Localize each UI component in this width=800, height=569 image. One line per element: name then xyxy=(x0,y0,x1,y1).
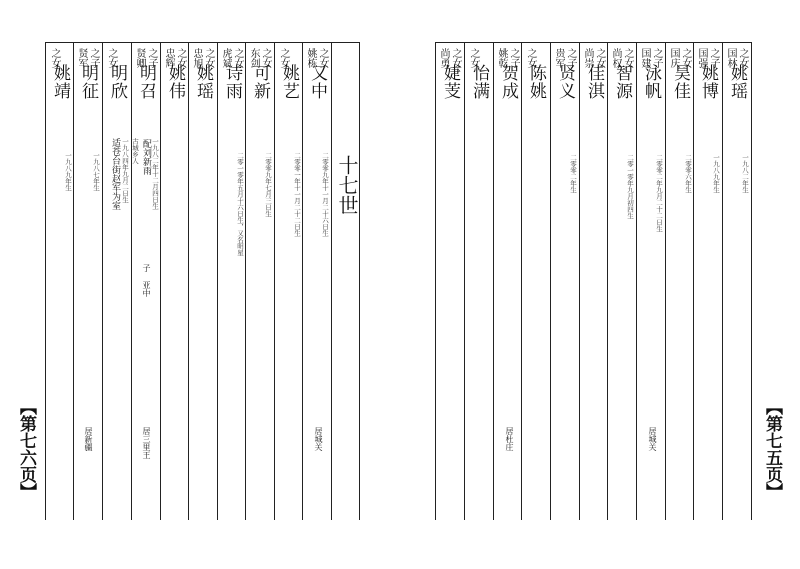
relation-prefix: 之女 xyxy=(680,48,691,68)
relation-prefix: 之女 xyxy=(317,48,328,68)
person-name: 可新 xyxy=(250,64,270,100)
column-divider xyxy=(359,42,360,520)
column-divider xyxy=(274,42,275,520)
parent-name: 东剑 xyxy=(248,48,259,68)
person-name: 姚艺 xyxy=(279,64,299,100)
birth-date: 一九八二年生 xyxy=(741,154,749,193)
relation-prefix: 之女 xyxy=(525,48,536,68)
page-number: 【第七六页】 xyxy=(16,398,36,500)
person-name: 明征 xyxy=(78,64,98,100)
relation-prefix: 之子 xyxy=(565,48,576,68)
birth-date: 二零零二年生 xyxy=(569,154,577,193)
parent-name: 国庆 xyxy=(668,48,679,68)
column-divider xyxy=(665,42,666,520)
parent-name: 尚勇 xyxy=(438,48,449,68)
relation-prefix: 之女 xyxy=(737,48,748,68)
column-divider xyxy=(435,42,436,520)
column-divider xyxy=(188,42,189,520)
birth-date: 二零零九年七月三日生 xyxy=(264,152,272,217)
person-name: 姚伟 xyxy=(165,64,185,100)
parent-name: 贤卿 xyxy=(134,48,145,68)
column-divider xyxy=(160,42,161,520)
column-divider xyxy=(550,42,551,520)
person-name: 婕芰 xyxy=(440,64,460,100)
relation-prefix: 之女 xyxy=(278,48,289,68)
parent-name: 贤军 xyxy=(76,48,87,68)
parent-name: 姚栋 xyxy=(305,48,316,68)
birth-date: 一九八四年九月二日生 xyxy=(121,138,129,203)
parent-name: 忠旭 xyxy=(191,48,202,68)
top-rule xyxy=(45,42,359,43)
parent-name: 虎斌 xyxy=(220,48,231,68)
right-page xyxy=(400,0,800,569)
parent-name: 忠辉 xyxy=(163,48,174,68)
relation-prefix: 之女 xyxy=(622,48,633,68)
birth-date: 二零零九年十一月二十六日生 xyxy=(321,152,329,237)
spouse: 配刘新雨 xyxy=(141,139,151,175)
relation-prefix: 之子 xyxy=(708,48,719,68)
top-rule xyxy=(435,42,751,43)
column-divider xyxy=(217,42,218,520)
column-divider xyxy=(636,42,637,520)
birth-date: 二零零二年九月二十二日生 xyxy=(655,154,663,232)
birth-date: 二零零六年生 xyxy=(684,154,692,193)
column-divider xyxy=(693,42,694,520)
person-name: 诗雨 xyxy=(222,64,242,100)
relation-prefix: 之女 xyxy=(450,48,461,68)
birth-date: 一九八九年生 xyxy=(64,152,72,191)
column-divider xyxy=(73,42,74,520)
relation-prefix: 之女 xyxy=(468,48,479,68)
relation-prefix: 之女 xyxy=(49,48,60,68)
person-name: 陈姚 xyxy=(526,64,546,100)
column-divider xyxy=(331,42,332,520)
relation-prefix: 之女 xyxy=(175,48,186,68)
parent-name: 尚权 xyxy=(610,48,621,68)
column-divider xyxy=(102,42,103,520)
person-name: 姚博 xyxy=(698,64,718,100)
birth-date: 一九八九年生 xyxy=(712,154,720,193)
column-divider xyxy=(579,42,580,520)
parent-name: 国强 xyxy=(696,48,707,68)
residence: 居新疆 xyxy=(84,427,93,451)
relation-prefix: 之女 xyxy=(106,48,117,68)
person-name: 姚瑶 xyxy=(193,64,213,100)
column-divider xyxy=(45,42,46,520)
person-name: 明欣 xyxy=(107,64,127,100)
birth-date: 二零零一年十一月二十二日生 xyxy=(293,152,301,237)
residence: 居杜庄 xyxy=(505,427,514,451)
generation-label: 十七世 xyxy=(335,155,359,215)
parent-name: 姚乾 xyxy=(496,48,507,68)
person-name: 贺成 xyxy=(498,64,518,100)
relation-prefix: 之女 xyxy=(232,48,243,68)
column-divider xyxy=(607,42,608,520)
spouse-origin: 古城乡人 xyxy=(131,138,139,164)
person-name: 贤义 xyxy=(555,64,575,100)
page-number: 【第七五页】 xyxy=(762,398,782,500)
relation-prefix: 之女 xyxy=(594,48,605,68)
children: 子 亚中 xyxy=(142,264,151,297)
person-name: 姚靖 xyxy=(50,64,70,100)
relation-prefix: 之女 xyxy=(260,48,271,68)
residence: 居城关 xyxy=(314,427,323,451)
column-divider xyxy=(464,42,465,520)
spouse: 适苍台街赵军为室 xyxy=(110,138,120,210)
column-divider xyxy=(493,42,494,520)
relation-prefix: 之子 xyxy=(508,48,519,68)
residence: 居城关 xyxy=(648,427,657,451)
relation-prefix: 之子 xyxy=(88,48,99,68)
person-name: 昊佳 xyxy=(670,64,690,100)
relation-prefix: 之子 xyxy=(146,48,157,68)
person-name: 泳帆 xyxy=(641,64,661,100)
column-divider xyxy=(751,42,752,520)
parent-name: 国林 xyxy=(725,48,736,68)
person-name: 姚瑶 xyxy=(727,64,747,100)
column-divider xyxy=(722,42,723,520)
person-name: 明召 xyxy=(136,64,156,100)
residence: 居三里王 xyxy=(142,427,151,459)
column-divider xyxy=(245,42,246,520)
birth-date: 二零一零年五月十六日生，又名明星 xyxy=(236,152,244,256)
relation-prefix: 之女 xyxy=(203,48,214,68)
relation-prefix: 之子 xyxy=(651,48,662,68)
parent-name: 贵军 xyxy=(553,48,564,68)
column-divider xyxy=(302,42,303,520)
parent-name: 尚崇 xyxy=(582,48,593,68)
birth-date: 一九八七年生 xyxy=(92,152,100,191)
column-divider xyxy=(131,42,132,520)
parent-name: 国建 xyxy=(639,48,650,68)
column-divider xyxy=(521,42,522,520)
person-name: 智源 xyxy=(612,64,632,100)
person-name: 佳淇 xyxy=(584,64,604,100)
birth-date: 二零一零年九月初四生 xyxy=(626,154,634,219)
birth-date: 一九八二年十二月四日生 xyxy=(151,138,159,210)
person-name: 又中 xyxy=(307,64,327,100)
person-name: 怡满 xyxy=(469,64,489,100)
